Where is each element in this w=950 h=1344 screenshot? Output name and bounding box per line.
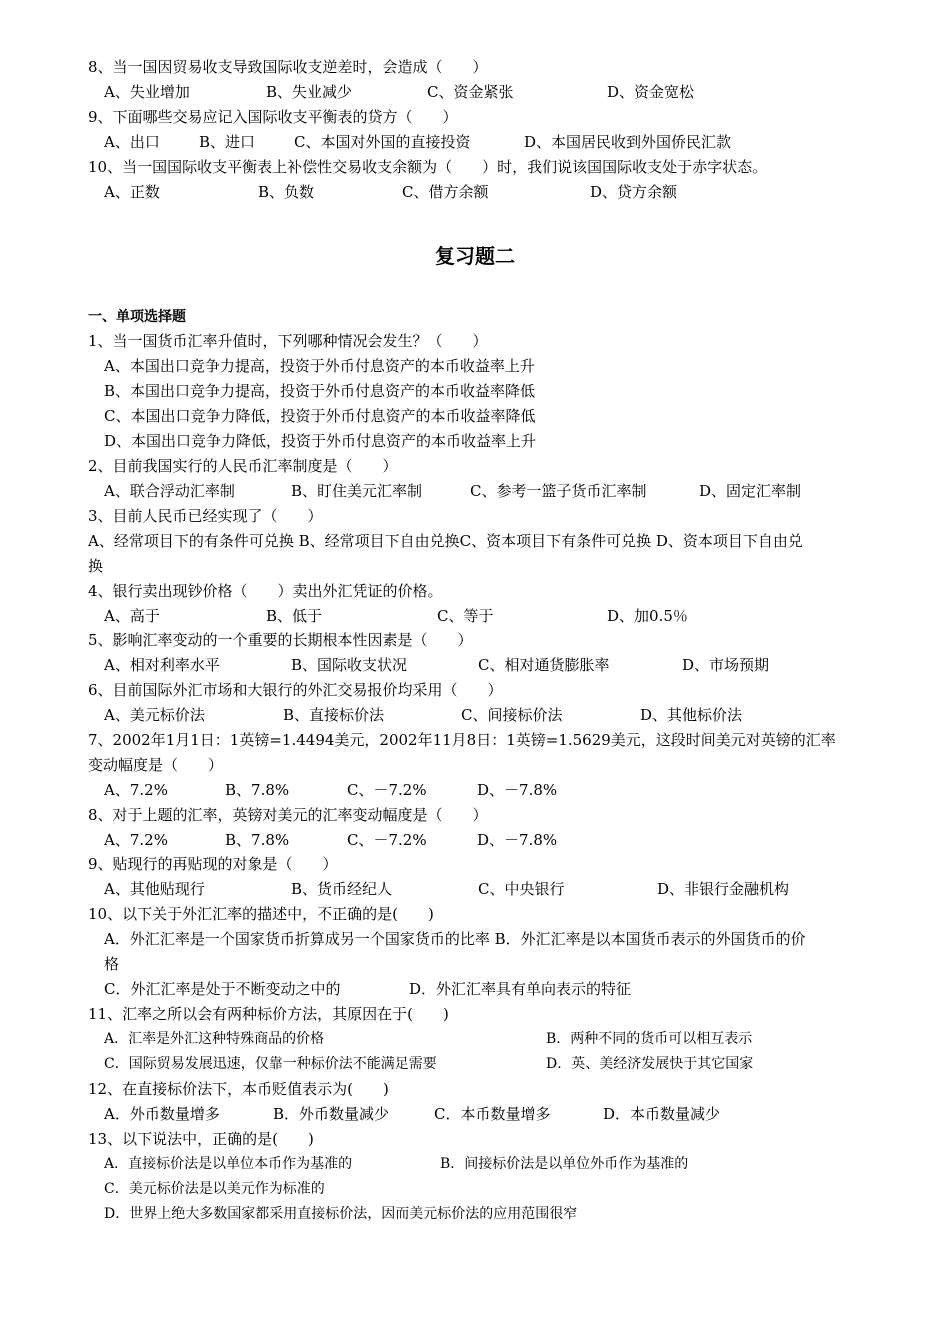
option-d: D、其他标价法: [640, 706, 743, 724]
option-c: C、本国出口竞争力降低，投资于外币付息资产的本币收益率降低: [104, 407, 536, 425]
option-c: C、资金紧张: [427, 83, 514, 101]
option-b: B、低于: [266, 607, 323, 625]
option-a: A、相对利率水平: [104, 656, 220, 674]
review-question-3-options-line-1: A、经常项目下的有条件可兑换 B、经常项目下自由兑换C、资本项目下有条件可兑换 D、资本项目下自由兑: [88, 532, 803, 550]
option-c: C、中央银行: [478, 880, 565, 898]
option-a: A、联合浮动汇率制: [104, 482, 235, 500]
question-10-stem: 10、当一国国际收支平衡表上补偿性交易收支余额为（ ）时，我们说该国国际收支处于赤字状态。: [88, 158, 768, 176]
option-b: B、负数: [258, 183, 315, 201]
option-b: B、直接标价法: [283, 706, 385, 724]
option-c: C、借方余额: [402, 183, 489, 201]
option-a: A、高于: [104, 607, 160, 625]
review-question-6-stem: 6、目前国际外汇市场和大银行的外汇交易报价均采用（ ）: [88, 681, 503, 699]
review-question-7-stem-line-1: 7、2002年1月1日：1英镑=1.4494美元，2002年11月8日：1英镑=1.5629美元，这段时间美元对英镑的汇率: [88, 731, 836, 749]
page-title: 复习题二: [435, 244, 515, 268]
option-b: B．外币数量减少: [273, 1105, 390, 1123]
option-b: B、失业减少: [266, 83, 353, 101]
review-question-1-stem: 1、当一国货币汇率升值时，下列哪种情况会发生？（ ）: [88, 332, 488, 350]
option-d: D、资金宽松: [607, 83, 695, 101]
option-b: B、7.8%: [225, 781, 290, 799]
option-c: C、参考一篮子货币汇率制: [470, 482, 647, 500]
review-question-12-stem: 12、在直接标价法下，本币贬值表示为( ): [88, 1080, 389, 1098]
option-a: A．汇率是外汇这种特殊商品的价格: [104, 1031, 325, 1047]
review-question-5-stem: 5、影响汇率变动的一个重要的长期根本性因素是（ ）: [88, 631, 473, 649]
option-d: D．世界上绝大多数国家都采用直接标价法，因而美元标价法的应用范围很窄: [104, 1206, 578, 1222]
option-a: A、正数: [104, 183, 160, 201]
option-c: C．外汇汇率是处于不断变动之中的: [104, 980, 341, 998]
option-a: A、其他贴现行: [104, 880, 205, 898]
option-d: D、非银行金融机构: [657, 880, 790, 898]
option-a: A．直接标价法是以单位本币作为基准的: [104, 1156, 353, 1172]
review-question-10-options-line-2: 格: [104, 955, 120, 973]
option-a: A、本国出口竞争力提高，投资于外币付息资产的本币收益率上升: [104, 357, 535, 375]
question-8-stem: 8、当一国因贸易收支导致国际收支逆差时，会造成（ ）: [88, 58, 488, 76]
option-b: B、本国出口竞争力提高，投资于外币付息资产的本币收益率降低: [104, 382, 536, 400]
option-a: A、7.2%: [104, 781, 168, 799]
option-c: C、间接标价法: [461, 706, 563, 724]
option-d: D、本国居民收到外国侨民汇款: [524, 133, 732, 151]
option-c: C、－7.2%: [347, 781, 427, 799]
option-b: B、盯住美元汇率制: [291, 482, 423, 500]
review-question-7-stem-line-2: 变动幅度是（ ）: [88, 756, 224, 774]
review-question-13-stem: 13、以下说法中，正确的是( ): [88, 1130, 314, 1148]
review-question-10-stem: 10、以下关于外汇汇率的描述中，不正确的是( ): [88, 905, 434, 923]
option-d: D、固定汇率制: [699, 482, 802, 500]
option-c: C、等于: [437, 607, 494, 625]
option-c: C、－7.2%: [347, 831, 427, 849]
option-d: D．英、美经济发展快于其它国家: [546, 1056, 754, 1072]
review-question-11-stem: 11、汇率之所以会有两种标价方法，其原因在于( ): [88, 1005, 449, 1023]
option-c: C．美元标价法是以美元作为标准的: [104, 1181, 325, 1197]
option-d: D、市场预期: [682, 656, 770, 674]
option-b: B．两种不同的货币可以相互表示: [546, 1031, 753, 1047]
option-c: C、本国对外国的直接投资: [294, 133, 471, 151]
option-d: D、－7.8%: [477, 781, 558, 799]
section-heading: 一、单项选择题: [88, 309, 186, 325]
option-d: D、本国出口竞争力降低，投资于外币付息资产的本币收益率上升: [104, 432, 537, 450]
option-b: B、进口: [199, 133, 256, 151]
option-a: A、7.2%: [104, 831, 168, 849]
option-d: D、－7.8%: [477, 831, 558, 849]
option-b: B．间接标价法是以单位外币作为基准的: [440, 1156, 689, 1172]
option-b: B、国际收支状况: [291, 656, 408, 674]
review-question-2-stem: 2、目前我国实行的人民币汇率制度是（ ）: [88, 457, 398, 475]
option-b: B、7.8%: [225, 831, 290, 849]
review-question-8-stem: 8、对于上题的汇率，英镑对美元的汇率变动幅度是（ ）: [88, 806, 488, 824]
option-c: C．国际贸易发展迅速，仅靠一种标价法不能满足需要: [104, 1056, 437, 1072]
option-d: D、贷方余额: [590, 183, 678, 201]
review-question-3-stem: 3、目前人民币已经实现了（ ）: [88, 507, 323, 525]
review-question-3-options-line-2: 换: [88, 557, 104, 575]
question-9-stem: 9、下面哪些交易应记入国际收支平衡表的贷方（ ）: [88, 108, 458, 126]
option-a: A、美元标价法: [104, 706, 205, 724]
review-question-4-stem: 4、银行卖出现钞价格（ ）卖出外汇凭证的价格。: [88, 582, 443, 600]
option-a: A、出口: [104, 133, 160, 151]
option-d: D．外汇汇率具有单向表示的特征: [409, 980, 632, 998]
option-a: A．外币数量增多: [104, 1105, 220, 1123]
option-c: C．本币数量增多: [434, 1105, 551, 1123]
option-a: A、失业增加: [104, 83, 190, 101]
option-b: B、货币经纪人: [291, 880, 393, 898]
review-question-9-stem: 9、贴现行的再贴现的对象是（ ）: [88, 855, 338, 873]
review-question-10-options-line-1: A．外汇汇率是一个国家货币折算成另一个国家货币的比率 B．外汇汇率是以本国货币表示的外国货币的价: [104, 930, 806, 948]
option-d: D、加0.5％: [607, 607, 688, 625]
option-d: D．本币数量减少: [603, 1105, 721, 1123]
option-c: C、相对通货膨胀率: [478, 656, 610, 674]
